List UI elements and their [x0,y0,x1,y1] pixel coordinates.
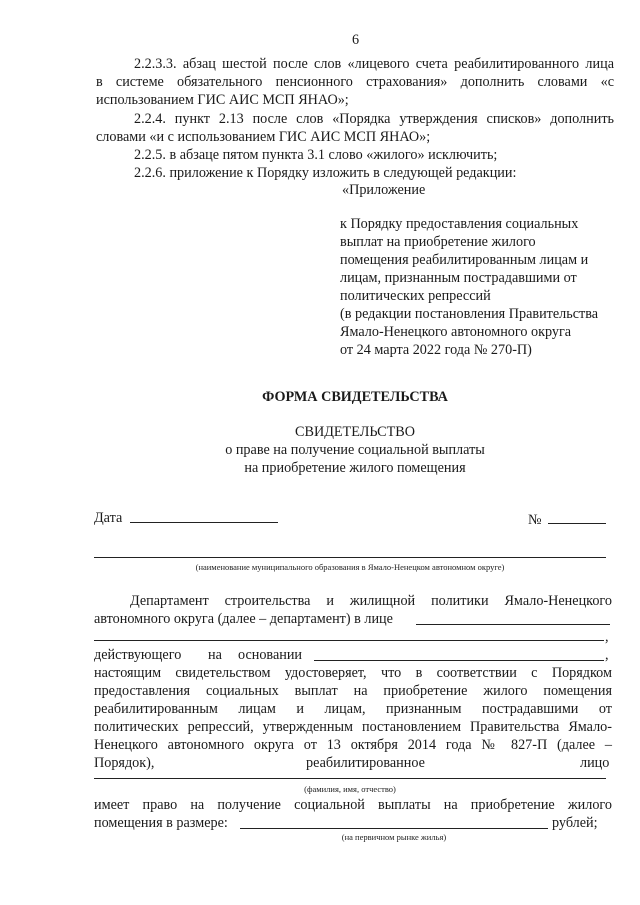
body-text: основании [238,647,303,663]
body-text: на [208,647,222,663]
municipality-hint: (наименование муниципального образования в Ямало-Ненецком автономном округе) [195,562,505,572]
appendix-line: помещения реабилитированным лицам и [340,252,589,268]
appendix-line: политических репрессий [340,288,491,304]
comma: , [605,647,609,663]
body-text: автономного округа (далее – департамент) в лице [94,611,393,627]
date-field[interactable] [130,522,278,523]
body-text: политических репрессий, утвержденным постановлением Правительства Ямало- [94,719,612,735]
representative-field-continued[interactable] [94,640,604,641]
appendix-line: к Порядку предоставления социальных [340,216,579,232]
certificate-subtitle: на приобретение жилого помещения [244,460,466,476]
full-name-hint: (фамилия, имя, отчество) [304,784,396,794]
form-title: ФОРМА СВИДЕТЕЛЬСТВА [262,389,448,405]
body-text: предоставления социальных выплат на приобретение жилого помещения [94,683,612,699]
body-text: действующего [94,647,182,663]
certificate-title: СВИДЕТЕЛЬСТВО [295,424,415,440]
body-text: Ненецкого автономного округа от 13 октября 2014 года № 827-П (далее – [94,737,612,753]
appendix-line: от 24 марта 2022 года № 270-П) [340,342,532,358]
amendment-text: 2.2.5. в абзаце пятом пункта 3.1 слово «жилого» исключить; [134,147,498,163]
number-label: № [528,512,542,528]
body-text: лицо [580,755,610,771]
number-field[interactable] [548,523,606,524]
amendment-text: 2.2.6. приложение к Порядку изложить в следующей редакции: [134,165,517,181]
full-name-field[interactable] [94,778,606,779]
rubles-label: рублей; [552,815,598,831]
amount-field[interactable] [240,828,548,829]
page-number: 6 [352,32,360,48]
amendment-text: 2.2.3.3. абзац шестой после слов «лицевого счета реабилитированного лица [134,56,614,72]
date-label: Дата [94,510,123,526]
market-hint: (на первичном рынке жилья) [341,832,447,842]
appendix-title: «Приложение [342,182,426,198]
body-text: Порядок), [94,755,155,771]
appendix-line: (в редакции постановления Правительства [340,306,599,322]
body-text: настоящим свидетельством удостоверяет, что в соответствии с Порядком [94,665,612,681]
comma: , [605,629,609,645]
amendment-text: словами «и с использованием ГИС АИС МСП ЯНАО»; [96,129,431,145]
appendix-line: выплат на приобретение жилого [340,234,536,250]
body-text: Департамент строительства и жилищной политики Ямало-Ненецкого [130,593,612,609]
body-text: помещения в размере: [94,815,228,831]
appendix-line: лицам, признанным пострадавшими от [340,270,577,286]
appendix-line: Ямало-Ненецкого автономного округа [340,324,572,340]
amendment-text: 2.2.4. пункт 2.13 после слов «Порядка утверждения списков» дополнить [134,111,614,127]
body-text: реабилитированным лицам и лицам, признанным пострадавшими от [94,701,612,717]
body-text: реабилитированное [306,755,425,771]
certificate-subtitle: о праве на получение социальной выплаты [225,442,485,458]
body-text: имеет право на получение социальной выплаты на приобретение жилого [94,797,612,813]
amendment-text: в системе обязательного пенсионного страхования» дополнить словами «с [96,74,614,90]
municipality-field[interactable] [94,557,606,558]
representative-field[interactable] [416,624,610,625]
basis-field[interactable] [314,660,604,661]
amendment-text: использованием ГИС АИС МСП ЯНАО»; [96,92,349,108]
